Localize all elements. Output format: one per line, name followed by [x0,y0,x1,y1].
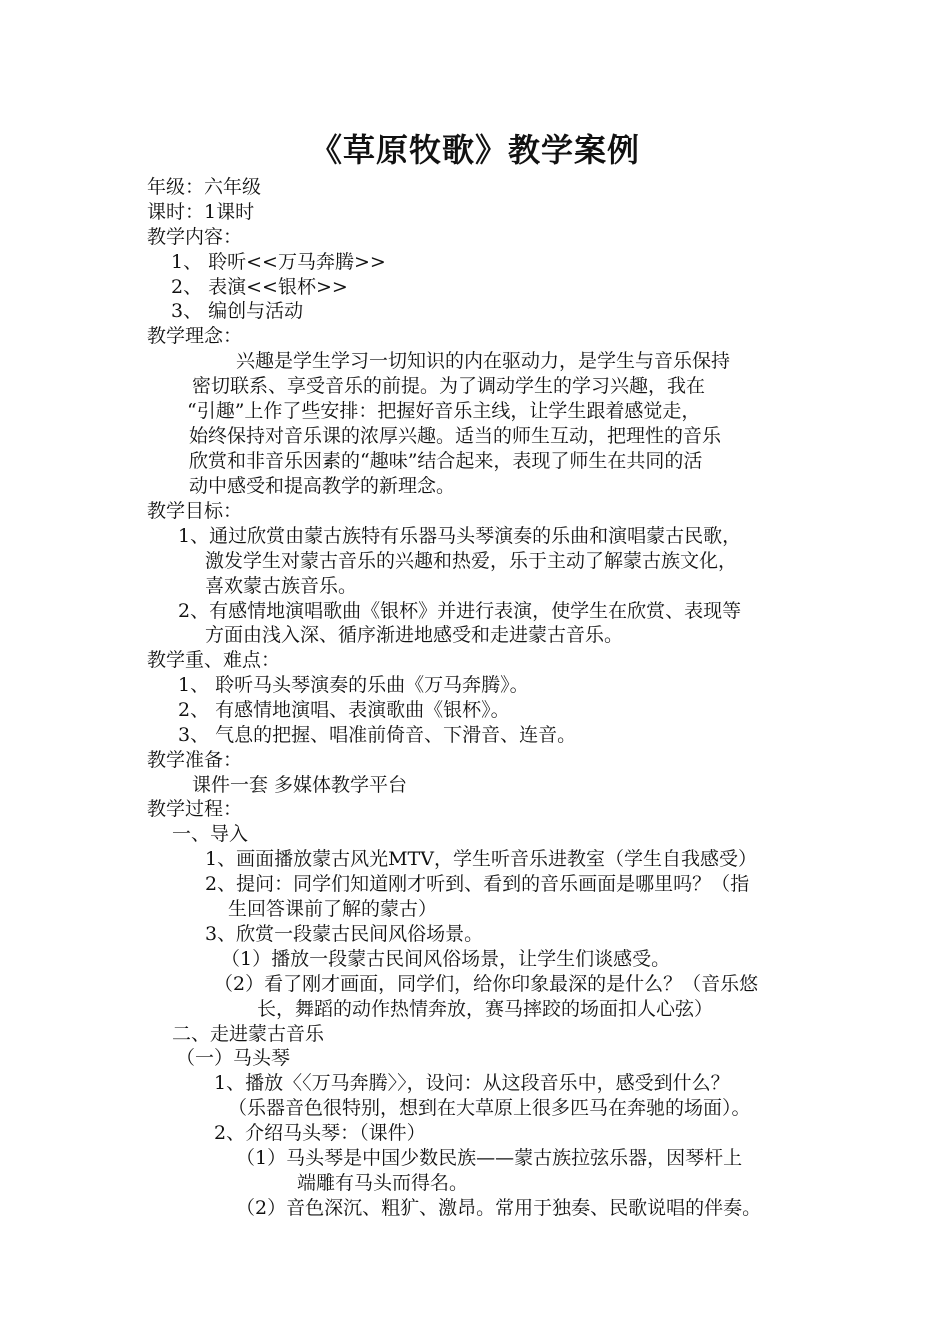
process-line: （2）音色深沉、粗犷、激昂。常用于独奏、民歌说唱的伴奏。 [236,1197,762,1219]
process-section-heading: 二、走进蒙古音乐 [172,1023,325,1045]
concept-paragraph-line: 动中感受和提高教学的新理念。 [189,475,456,497]
content-item: 2、 表演<<银杯>> [171,276,348,298]
goals-line: 激发学生对蒙古音乐的兴趣和热爱，乐于主动了解蒙古族文化， [205,550,738,572]
grade-line: 年级：六年级 [147,176,262,198]
process-line: （1）马头琴是中国少数民族——蒙古族拉弦乐器，因琴杆上 [236,1147,743,1169]
keypoints-item: 2、 有感情地演唱、表演歌曲《银杯》。 [178,699,510,721]
content-item: 1、 聆听<<万马奔腾>> [171,251,386,273]
document-title: 《草原牧歌》教学案例 [309,131,640,169]
content-item: 3、 编创与活动 [171,300,304,322]
prep-heading: 教学准备： [147,749,243,771]
content-heading: 教学内容： [147,226,243,248]
process-line: 2、提问：同学们知道刚才听到、看到的音乐画面是哪里吗？（指 [205,873,750,895]
process-subsection-heading: （一）马头琴 [176,1047,291,1069]
hours-line: 课时：1课时 [147,201,255,223]
process-line: 生回答课前了解的蒙古） [228,898,438,920]
process-line: 1、画面播放蒙古风光MTV，学生听音乐进教室（学生自我感受） [205,848,757,870]
concept-paragraph-line: “引趣”上作了些安排：把握好音乐主线，让学生跟着感觉走， [187,400,701,422]
concept-paragraph-line: 欣赏和非音乐因素的“趣味”结合起来，表现了师生在共同的活 [189,450,703,472]
concept-heading: 教学理念： [147,325,243,347]
process-line: 长，舞蹈的动作热情奔放，赛马摔跤的场面扣人心弦） [257,998,714,1020]
process-line: 3、欣赏一段蒙古民间风俗场景。 [205,923,484,945]
keypoints-item: 1、 聆听马头琴演奏的乐曲《万马奔腾》。 [178,674,529,696]
process-line: 1、播放〈〈万马奔腾〉〉，设问：从这段音乐中，感受到什么？ [214,1072,730,1094]
keypoints-heading: 教学重、难点： [147,649,281,671]
goals-line: 1、通过欣赏由蒙古族特有乐器马头琴演奏的乐曲和演唱蒙古民歌， [178,525,742,547]
process-line: （乐器音色很特别，想到在大草原上很多匹马在奔驰的场面）。 [228,1097,751,1119]
process-heading: 教学过程： [147,798,243,820]
goals-line: 喜欢蒙古族音乐。 [205,575,358,597]
keypoints-item: 3、 气息的把握、唱准前倚音、下滑音、连音。 [178,724,577,746]
goals-line: 2、有感情地演唱歌曲《银杯》并进行表演，使学生在欣赏、表现等 [178,600,742,622]
prep-text: 课件一套 多媒体教学平台 [192,774,408,796]
concept-paragraph-line: 始终保持对音乐课的浓厚兴趣。适当的师生互动，把理性的音乐 [189,425,722,447]
process-line: （2）看了刚才画面，同学们，给你印象最深的是什么？（音乐悠 [214,973,759,995]
concept-paragraph-line: 兴趣是学生学习一切知识的内在驱动力，是学生与音乐保持 [236,350,731,372]
process-line: （1）播放一段蒙古民间风俗场景，让学生们谈感受。 [221,948,671,970]
process-line: 端雕有马头而得名。 [297,1172,469,1194]
concept-paragraph-line: 密切联系、享受音乐的前提。为了调动学生的学习兴趣，我在 [192,375,706,397]
process-section-heading: 一、导入 [172,823,249,845]
goals-heading: 教学目标： [147,500,243,522]
goals-line: 方面由浅入深、循序渐进地感受和走进蒙古音乐。 [205,624,624,646]
process-line: 2、介绍马头琴：（课件） [214,1122,426,1144]
